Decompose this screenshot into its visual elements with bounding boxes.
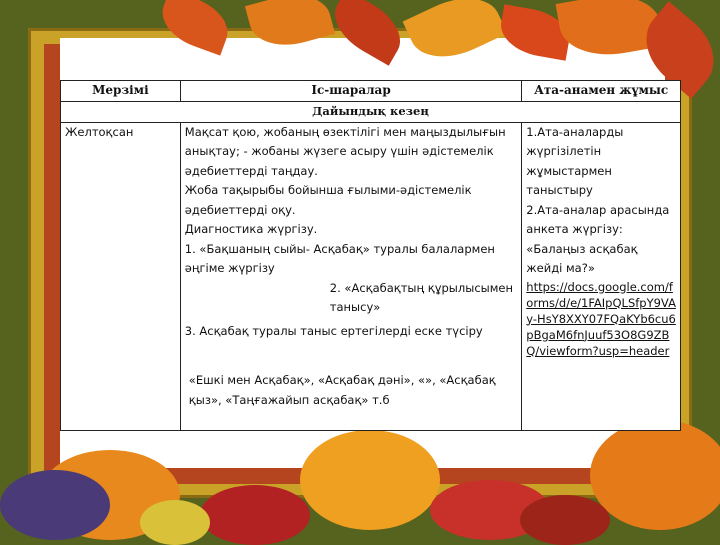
activity-item: Диагностика жүргізу. — [184, 222, 318, 236]
survey-link[interactable]: https://docs.google.com/forms/d/e/1FAIpQLSfpY9VAy-HsY8XXY07FQaKYb6cu6pBgaM6fnJuuf53O8G9ZBQ/viewform?usp=header — [526, 279, 676, 358]
parents-item: 1.Ата-аналарды жүргізілетін жұмыстармен таныстыру — [526, 124, 624, 197]
header-period: Мерзімі — [61, 81, 181, 102]
activity-item: Жоба тақырыбы бойынша ғылыми-әдістемелік әдебиеттерді оқу. — [184, 183, 472, 217]
activity-item: 1. «Бақшаның сыйы- Асқабақ» туралы балалармен әңгіме жүргізу — [184, 241, 495, 275]
table-header-row — [61, 81, 681, 102]
header-activities: Іс-шаралар — [180, 81, 522, 102]
activities-cell — [180, 122, 522, 430]
parents-cell — [522, 122, 681, 430]
section-row — [61, 102, 681, 123]
activity-item: 3. Асқабақ туралы таныс ертегілерді еске түсіру — [184, 323, 483, 338]
table-row — [61, 122, 681, 430]
section-title: Дайындық кезең — [61, 102, 681, 123]
month-cell: Желтоқсан — [61, 122, 181, 430]
project-plan-table — [60, 80, 681, 431]
parents-item: 2.Ата-аналар арасында анкета жүргізу: «Балаңыз асқабақ жейді ма?» — [526, 202, 670, 275]
activity-item: 2. «Асқабақтың құрылысымен танысу» — [329, 280, 513, 314]
activity-item: Мақсат қою, жобаның өзектілігі мен маңыздылығын анықтау; - жобаны жүзеге асыру үшін әдістемелік әдебиеттерді таңдау. — [184, 124, 506, 178]
header-parents: Ата-анамен жұмыс — [522, 81, 681, 102]
activity-item: «Ешкі мен Асқабақ», «Асқабақ дәні», «», «Асқабақ қыз», «Таңғажайып асқабақ» т.б — [188, 373, 496, 407]
